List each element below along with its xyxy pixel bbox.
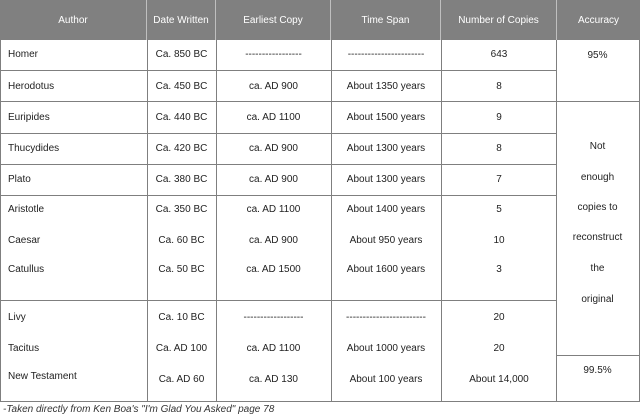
cell-author: Plato bbox=[8, 174, 31, 185]
cell-author: Euripides bbox=[8, 112, 50, 123]
cell-date: Ca. 850 BC bbox=[155, 49, 208, 60]
source-caption: -Taken directly from Ken Boa's "I'm Glad You Asked" page 78 bbox=[3, 404, 275, 415]
header-earliest-copy: Earliest Copy bbox=[216, 0, 331, 40]
cell-date: Ca. 60 BC bbox=[158, 235, 205, 246]
grid-line bbox=[0, 195, 556, 196]
cell-earliest: ----------------- bbox=[245, 49, 302, 60]
cell-earliest: ca. AD 1100 bbox=[246, 204, 301, 215]
cell-copies: 9 bbox=[496, 112, 502, 123]
cell-earliest: ca. AD 900 bbox=[249, 143, 298, 154]
cell-author: Caesar bbox=[8, 235, 41, 246]
cell-author: Tacitus bbox=[8, 343, 40, 354]
cell-date: Ca. 450 BC bbox=[155, 81, 208, 92]
cell-earliest: ------------------ bbox=[243, 312, 304, 323]
cell-author: Thucydides bbox=[8, 143, 60, 154]
cell-date: Ca. 380 BC bbox=[155, 174, 208, 185]
cell-earliest: ca. AD 900 bbox=[249, 174, 298, 185]
grid-line bbox=[0, 40, 1, 402]
cell-span: ----------------------- bbox=[347, 49, 425, 60]
cell-span: About 1500 years bbox=[346, 112, 426, 123]
grid-line bbox=[0, 133, 556, 134]
grid-line bbox=[0, 70, 556, 71]
header-accuracy: Accuracy bbox=[557, 0, 640, 40]
cell-copies: About 14,000 bbox=[469, 374, 529, 385]
cell-copies: 7 bbox=[496, 174, 502, 185]
grid-line bbox=[0, 300, 556, 301]
cell-earliest: ca. AD 900 bbox=[249, 235, 298, 246]
cell-author: Catullus bbox=[8, 264, 45, 275]
cell-copies: 10 bbox=[493, 235, 505, 246]
accuracy-note-line: reconstruct bbox=[572, 232, 623, 243]
accuracy-bottom: 99.5% bbox=[583, 365, 612, 376]
header-author: Author bbox=[0, 0, 147, 40]
cell-span: About 1600 years bbox=[346, 264, 426, 275]
grid-line bbox=[556, 101, 640, 102]
cell-copies: 3 bbox=[496, 264, 502, 275]
grid-line bbox=[556, 355, 640, 356]
cell-copies: 8 bbox=[496, 143, 502, 154]
cell-copies: 20 bbox=[493, 312, 505, 323]
cell-date: Ca. AD 100 bbox=[155, 343, 208, 354]
cell-earliest: ca. AD 900 bbox=[249, 81, 298, 92]
cell-span: About 100 years bbox=[349, 374, 423, 385]
accuracy-note-line: enough bbox=[580, 172, 615, 183]
cell-author: Livy bbox=[8, 312, 26, 323]
header-date-written: Date Written bbox=[147, 0, 216, 40]
accuracy-note-line: original bbox=[581, 294, 614, 305]
grid-line bbox=[0, 101, 556, 102]
cell-date: Ca. 420 BC bbox=[155, 143, 208, 154]
cell-earliest: ca. AD 130 bbox=[249, 374, 298, 385]
cell-copies: 643 bbox=[490, 49, 508, 60]
header-number-of-copies: Number of Copies bbox=[441, 0, 557, 40]
cell-span: About 950 years bbox=[349, 235, 423, 246]
cell-span: About 1300 years bbox=[346, 174, 426, 185]
cell-earliest: ca. AD 1500 bbox=[246, 264, 301, 275]
cell-date: Ca. 10 BC bbox=[158, 312, 205, 323]
cell-span: About 1300 years bbox=[346, 143, 426, 154]
accuracy-top: 95% bbox=[587, 50, 608, 61]
accuracy-note-line: copies to bbox=[577, 202, 618, 213]
header-time-span: Time Span bbox=[331, 0, 441, 40]
cell-earliest: ca. AD 1100 bbox=[246, 343, 301, 354]
cell-date: Ca. 440 BC bbox=[155, 112, 208, 123]
cell-copies: 5 bbox=[496, 204, 502, 215]
cell-span: About 1000 years bbox=[346, 343, 426, 354]
cell-copies: 20 bbox=[493, 343, 505, 354]
cell-copies: 8 bbox=[496, 81, 502, 92]
cell-author: Herodotus bbox=[8, 81, 55, 92]
cell-date: Ca. 350 BC bbox=[155, 204, 208, 215]
grid-line bbox=[0, 401, 640, 402]
cell-author: Aristotle bbox=[8, 204, 45, 215]
cell-author: Homer bbox=[8, 49, 39, 60]
accuracy-note-line: the bbox=[590, 263, 605, 274]
cell-author: New Testament bbox=[8, 371, 77, 382]
cell-earliest: ca. AD 1100 bbox=[246, 112, 301, 123]
cell-date: Ca. AD 60 bbox=[158, 374, 205, 385]
cell-date: Ca. 50 BC bbox=[158, 264, 205, 275]
cell-span: About 1350 years bbox=[346, 81, 426, 92]
grid-line bbox=[0, 164, 556, 165]
accuracy-note-line: Not bbox=[589, 141, 606, 152]
cell-span: ------------------------ bbox=[346, 312, 426, 323]
cell-span: About 1400 years bbox=[346, 204, 426, 215]
